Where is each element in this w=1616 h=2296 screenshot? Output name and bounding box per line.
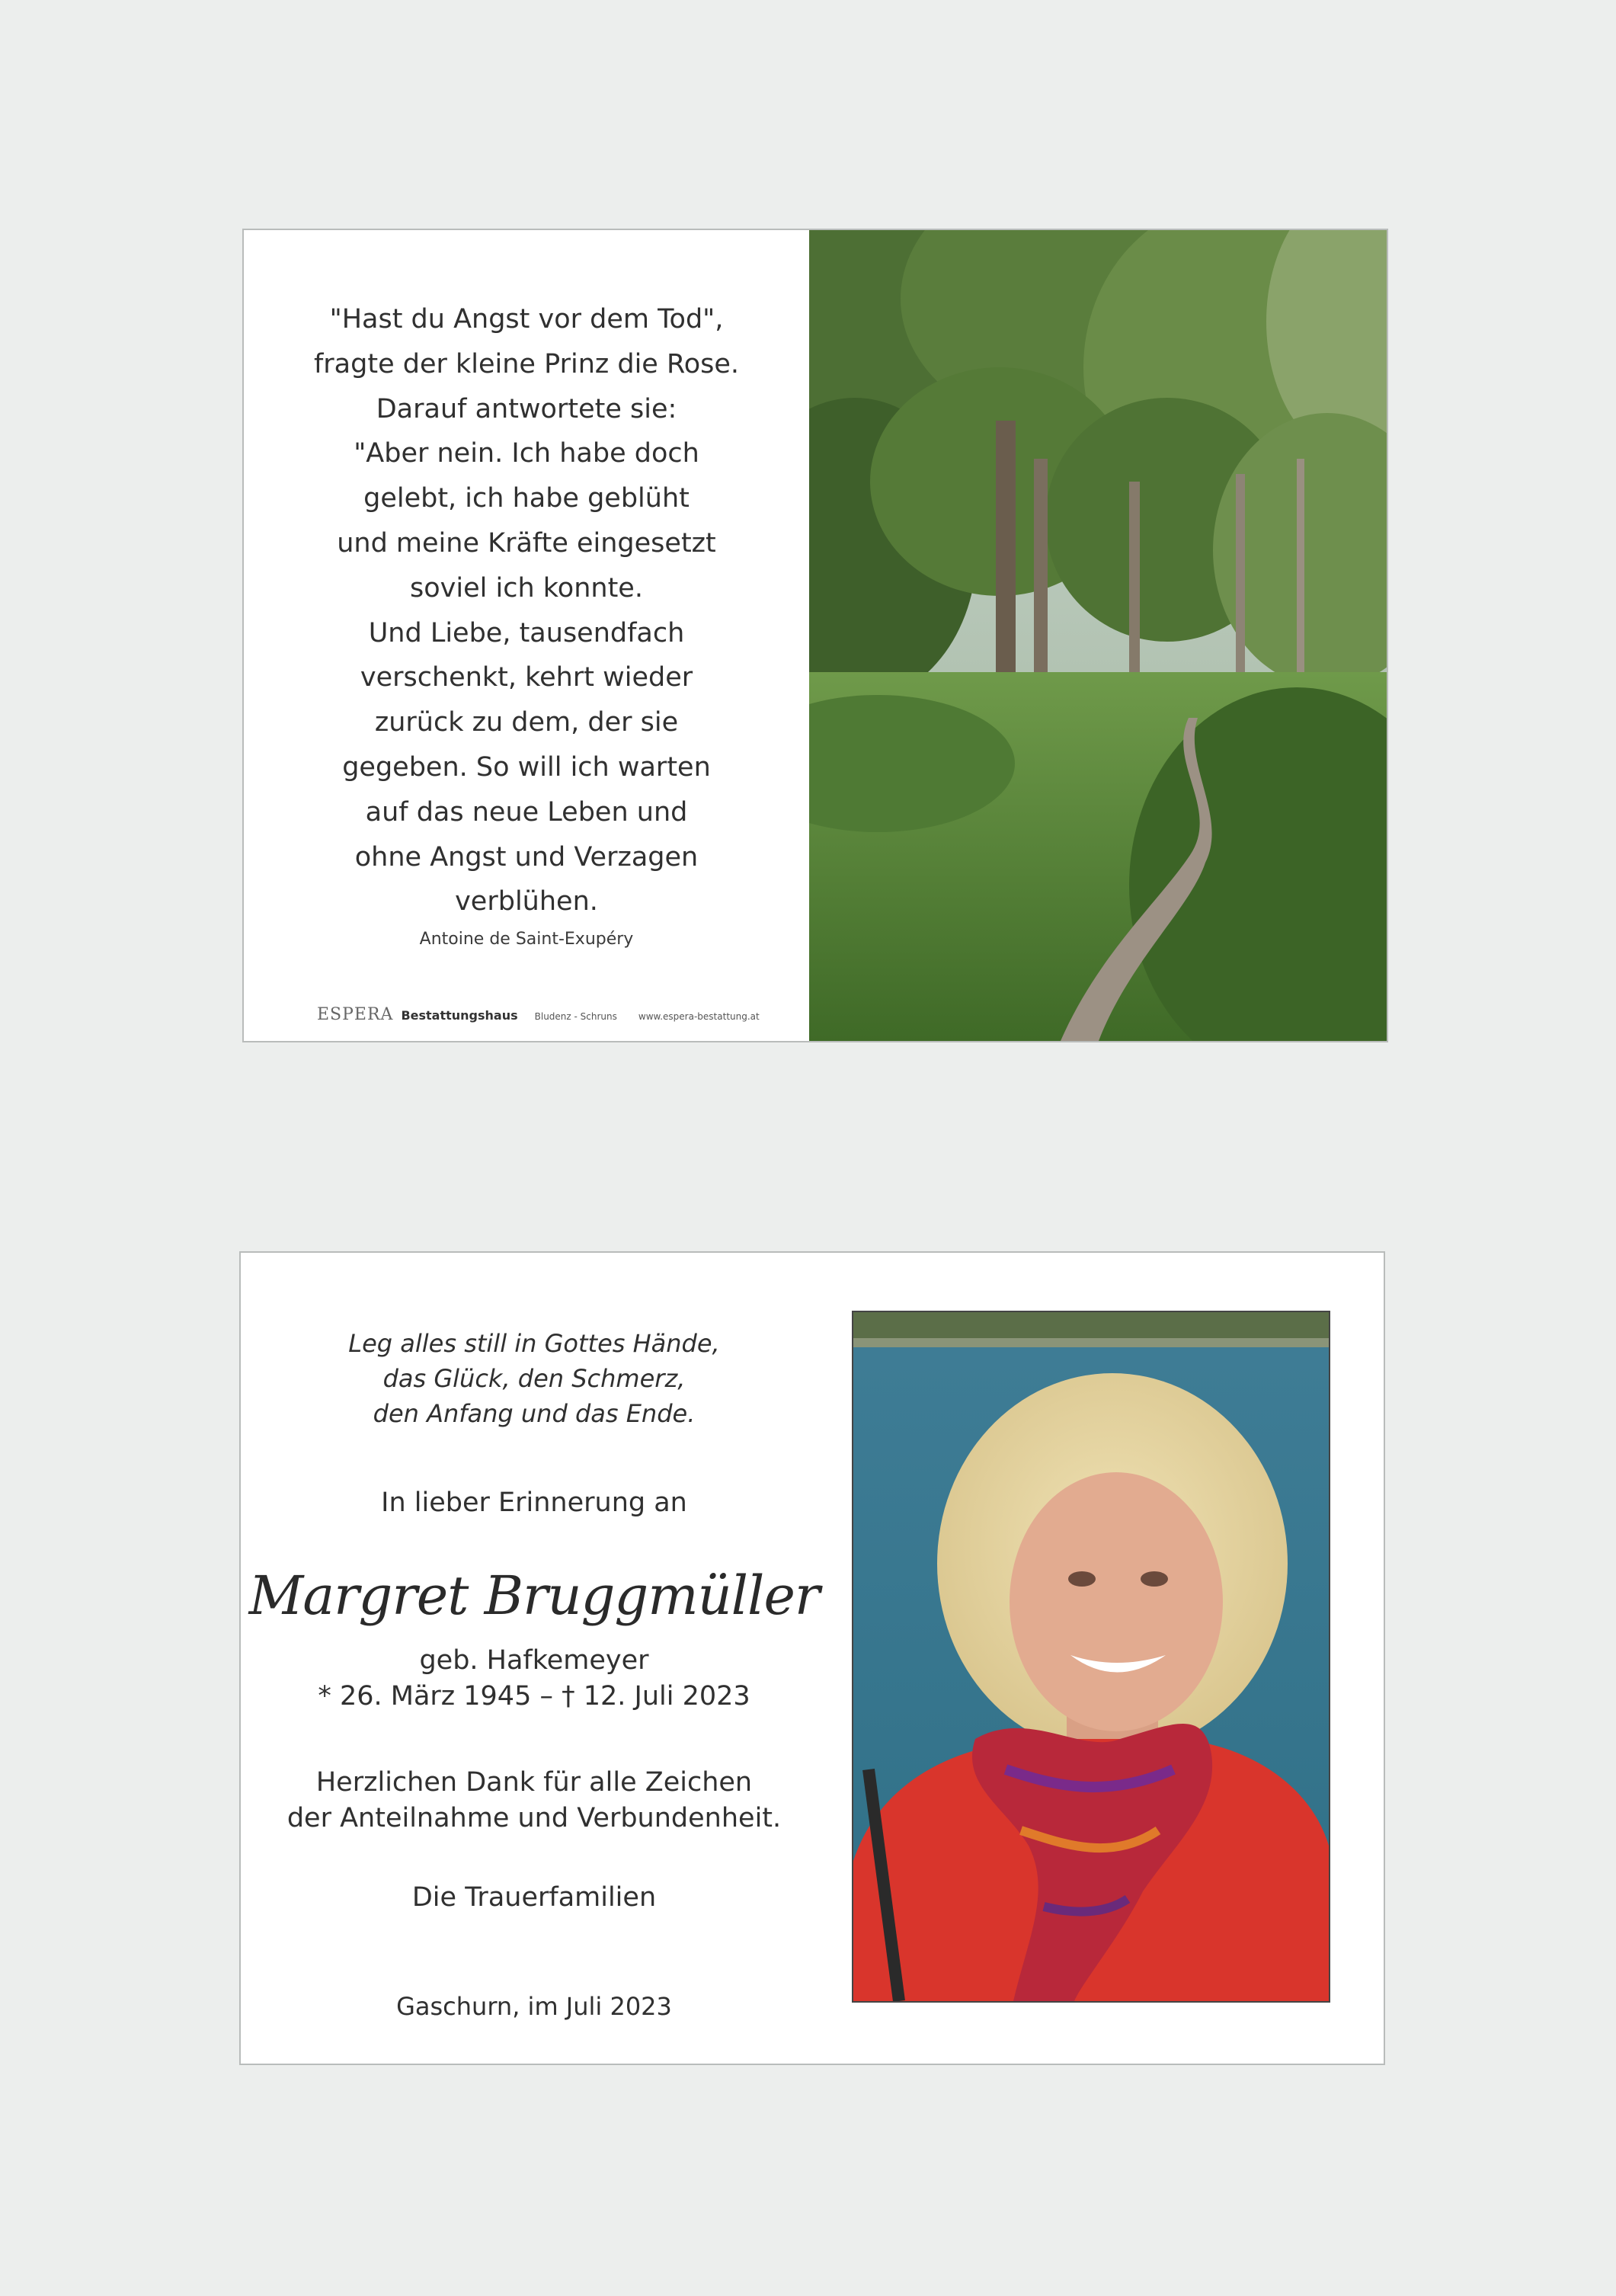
memorial-card [239, 1251, 1385, 2065]
poem-line: Darauf antwortete sie: [376, 393, 677, 424]
poem-line: gegeben. So will ich warten [342, 751, 711, 783]
place-date-block [241, 1988, 827, 2025]
poem-line: gelebt, ich habe geblüht [363, 483, 690, 514]
memory-intro: In lieber Erinnerung an [381, 1487, 687, 1518]
signature-block [241, 1880, 827, 1916]
poem-panel [244, 230, 809, 1041]
funeral-home-logo: ESPERA [317, 1005, 394, 1024]
birth-name: geb. Hafkemeyer [419, 1645, 649, 1676]
poem-line: verblühen. [455, 886, 598, 917]
life-dates: * 26. März 1945 – † 12. Juli 2023 [318, 1681, 750, 1712]
signature: Die Trauerfamilien [411, 1882, 657, 1913]
life-details [241, 1643, 827, 1715]
poem-author: Antoine de Saint-Exupéry [419, 930, 634, 949]
funeral-home-website[interactable]: www.espera-bestattung.at [638, 1011, 760, 1022]
poem-line: auf das neue Leben und [365, 796, 688, 828]
place-date: Gaschurn, im Juli 2023 [396, 1992, 672, 2021]
thanks-line: der Anteilnahme und Verbundenheit. [286, 1803, 782, 1833]
verse-line: den Anfang und das Ende. [373, 1399, 696, 1428]
poem-line: und meine Kräfte eingesetzt [337, 527, 716, 559]
verse-line: Leg alles still in Gottes Hände, [348, 1329, 720, 1358]
poem-line: "Aber nein. Ich habe doch [354, 438, 699, 469]
poem [244, 297, 809, 955]
funeral-home-locations: Bludenz - Schruns [534, 1011, 617, 1022]
thanks-line: Herzlichen Dank für alle Zeichen [315, 1767, 753, 1798]
funeral-home-brand: Bestattungshaus [401, 1008, 518, 1023]
poem-line: verschenkt, kehrt wieder [360, 662, 693, 693]
poem-line: fragte der kleine Prinz die Rose. [313, 348, 740, 379]
portrait-photo [852, 1311, 1330, 2003]
forest-path-photo [809, 230, 1388, 1041]
front-card [242, 229, 1388, 1042]
poem-line: zurück zu dem, der sie [374, 707, 679, 738]
deceased-name: Margret Bruggmüller [248, 1564, 820, 1627]
poem-line: Und Liebe, tausendfach [368, 617, 685, 648]
funeral-home-footer [317, 1005, 773, 1024]
memorial-text-panel [241, 1253, 827, 2064]
poem-line: soviel ich konnte. [410, 572, 643, 604]
thanks [241, 1765, 827, 1836]
verse [241, 1326, 827, 1431]
verse-line: das Glück, den Schmerz, [382, 1364, 686, 1393]
poem-line: "Hast du Angst vor dem Tod", [329, 304, 724, 335]
poem-line: ohne Angst und Verzagen [354, 841, 699, 873]
